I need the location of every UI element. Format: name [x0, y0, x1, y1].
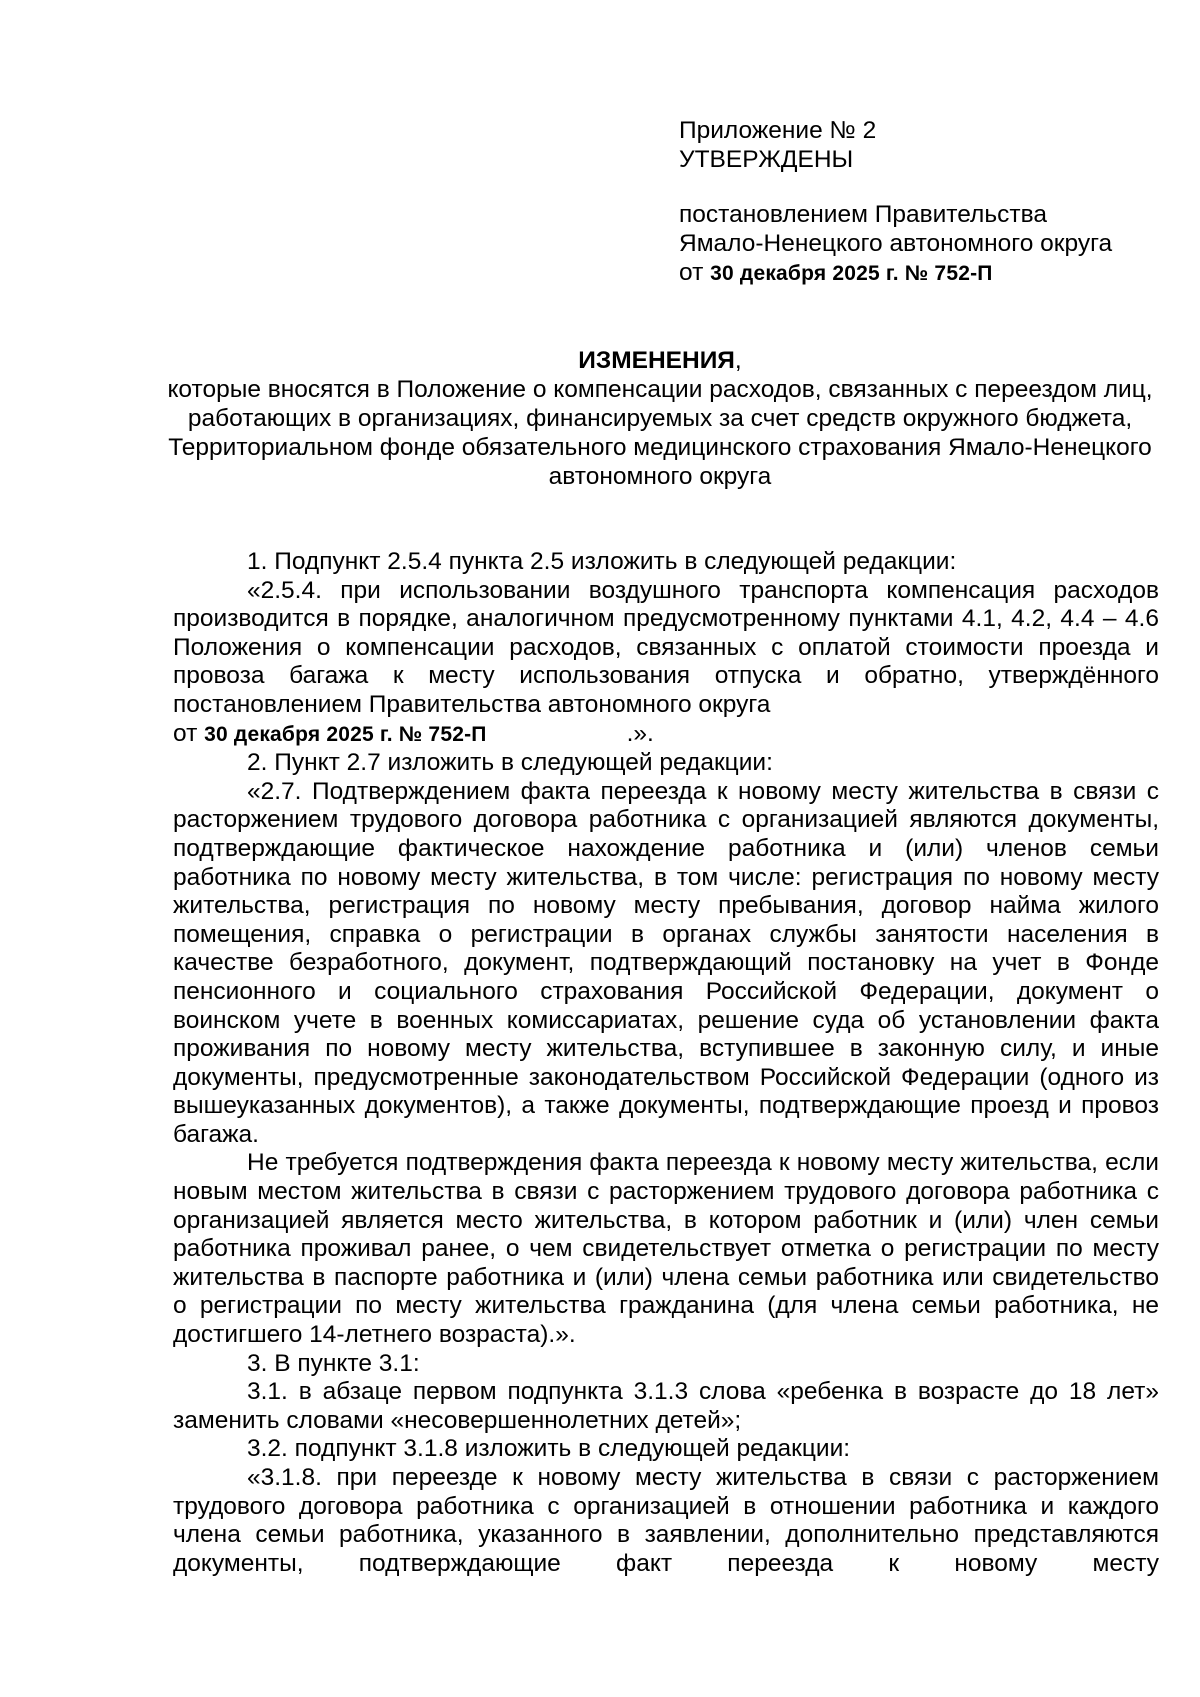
document-body: [173, 548, 1159, 1578]
paragraph-1: 1. Подпункт 2.5.4 пункта 2.5 изложить в следующей редакции:: [247, 548, 957, 575]
title-heading: ИЗМЕНЕНИЯ: [578, 347, 735, 374]
decree-date-stamp: 30 декабря 2025 г. № 752-П: [710, 262, 993, 285]
paragraph-4: «2.7. Подтверждением факта переезда к новому месту жительства в связи с расторжением трудового договора работника с организацией являются документы, подтверждающие фактическое нахождение работника и (или) членов семьи работника по новому месту жительства, в том числе: регистрация по новому месту жительства, регистрация по новому месту пребывания, договор найма жилого помещения, справка о регистрации в органах службы занятости населения в качестве безработного, документ, подтверждающий постановку на учет в Фонде пенсионного и социального страхования Российской Федерации, документ о воинском учете в военных комиссариатах, решение суда об установлении факта проживания по новому месту жительства, вступившее в законную силу, и иные документы, предусмотренные законодательством Российской Федерации (одного из вышеуказанных документов), а также документы, подтверждающие проезд и провоз багажа.: [173, 777, 1159, 1148]
paragraph-6: 3. В пункте 3.1:: [247, 1349, 420, 1377]
paragraph-2-ref-stamp: 30 декабря 2025 г. № 752-П: [204, 722, 487, 746]
title-subtitle: которые вносятся в Положение о компенсации расходов, связанных с переездом лиц, работающих в организациях, финансируемых за счет средств окружного бюджета, Территориальном фонде обязательного медицинского страхования Ямало-Ненецкого автономного округа: [167, 376, 1153, 490]
paragraph-2-closing: .».: [626, 719, 654, 747]
decree-label: постановлением Правительства: [679, 201, 1047, 228]
document-title: [160, 346, 1160, 491]
approved-label: УТВЕРЖДЕНЫ: [679, 146, 854, 173]
paragraph-8: 3.2. подпункт 3.1.8 изложить в следующей редакции:: [247, 1435, 851, 1463]
paragraph-2: [173, 577, 1159, 720]
title-heading-line: [160, 346, 1160, 375]
decree-date-prefix: от: [679, 259, 704, 286]
decree-date-line: [679, 258, 1159, 288]
appendix-number: Приложение № 2: [679, 117, 877, 144]
paragraph-2-end: [173, 720, 1159, 750]
government-name: Ямало-Ненецкого автономного округа: [679, 230, 1113, 257]
paragraph-2-from: от: [173, 719, 198, 747]
title-heading-comma: ,: [734, 347, 742, 374]
paragraph-5: Не требуется подтверждения факта переезда к новому месту жительства, если новым местом жительства в связи с расторжением трудового договора работника с организацией является место жительства, в котором работник и (или) член семьи работника проживал ранее, о чем свидетельствует отметка о регистрации по месту жительства в паспорте работника и (или) члена семьи работника или свидетельство о регистрации по месту жительства гражданина (для члена семьи работника, не достигшего 14-летнего возраста).».: [173, 1149, 1159, 1349]
approval-block: [679, 116, 1159, 288]
paragraph-3: 2. Пункт 2.7 изложить в следующей редакции:: [247, 749, 773, 777]
paragraph-9: «3.1.8. при переезде к новому месту жительства в связи с расторжением трудового договора работника с организацией в отношении работника и каждого члена семьи работника, указанного в заявлении, дополнительно представляются документы, подтверждающие факт переезда к новому месту: [173, 1464, 1159, 1577]
paragraph-2-main: «2.5.4. при использовании воздушного транспорта компенсация расходов производится в порядке, аналогичном предусмотренному пунктами 4.1, 4.2, 4.4 – 4.6 Положения о компенсации расходов, связанных с оплатой стоимости проезда и провоза багажа к месту использования отпуска и обратно, утверждённого постановлением Правительства автономного округа: [173, 576, 1159, 718]
paragraph-7: 3.1. в абзаце первом подпункта 3.1.3 слова «ребенка в возрасте до 18 лет» заменить словами «несовершеннолетних детей»;: [173, 1378, 1159, 1434]
